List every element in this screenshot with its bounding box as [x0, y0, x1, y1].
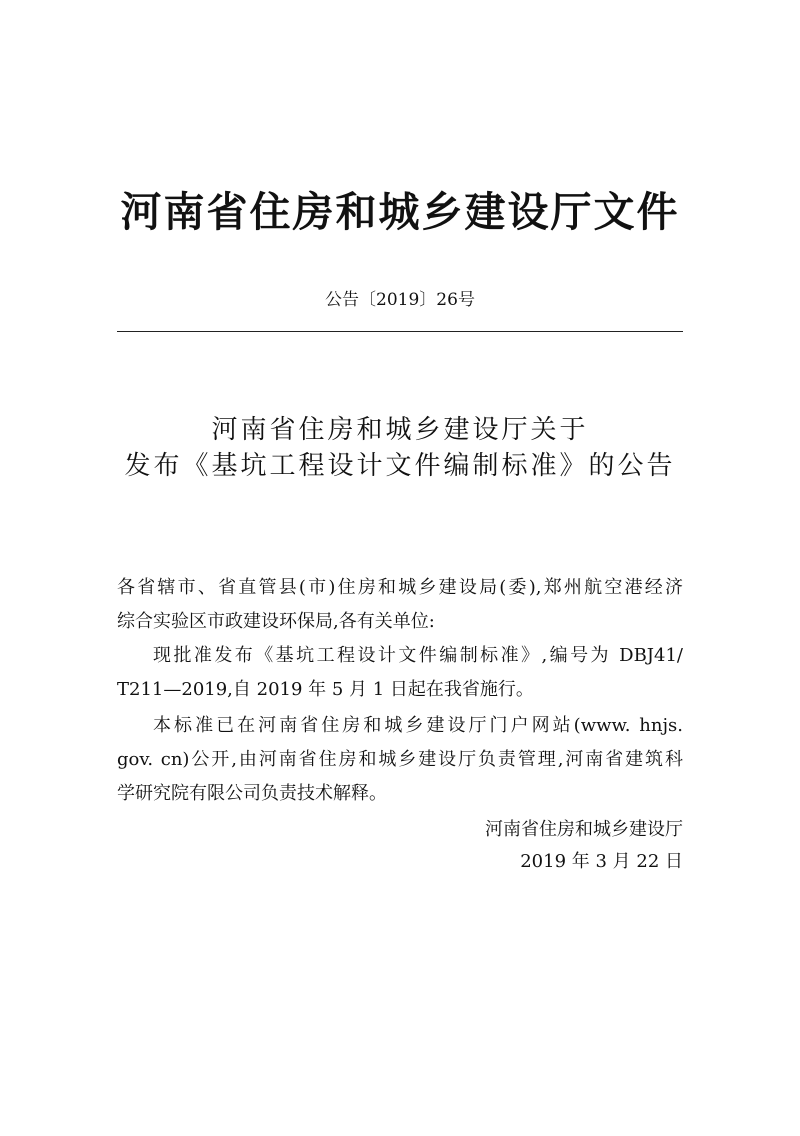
document-number: 公告〔2019〕26号 [325, 290, 475, 310]
body-line: T211—2019,自 2019 年 5 月 1 日起在我省施行。 [117, 679, 534, 700]
body-line: 学研究院有限公司负责技术解释。 [117, 783, 387, 804]
subject-line-1: 河南省住房和城乡建设厅关于 [211, 415, 589, 445]
header-divider [117, 331, 683, 332]
signature-issuer: 河南省住房和城乡建设厅 [485, 819, 683, 840]
signature-date: 2019 年 3 月 22 日 [520, 851, 683, 872]
body-line: 本标准已在河南省住房和城乡建设厅门户网站(www. hnjs. [153, 715, 683, 736]
body-line: 综合实验区市政建设环保局,各有关单位: [117, 611, 435, 632]
body-line: 各省辖市、省直管县(市)住房和城乡建设局(委),郑州航空港经济 [117, 577, 683, 598]
body-line: 现批准发布《基坑工程设计文件编制标准》,编号为 DBJ41/ [153, 645, 683, 666]
body-line: gov. cn)公开,由河南省住房和城乡建设厅负责管理,河南省建筑科 [117, 749, 683, 770]
document-title: 河南省住房和城乡建设厅文件 [120, 188, 680, 236]
subject-line-2: 发布《基坑工程设计文件编制标准》的公告 [124, 451, 676, 481]
